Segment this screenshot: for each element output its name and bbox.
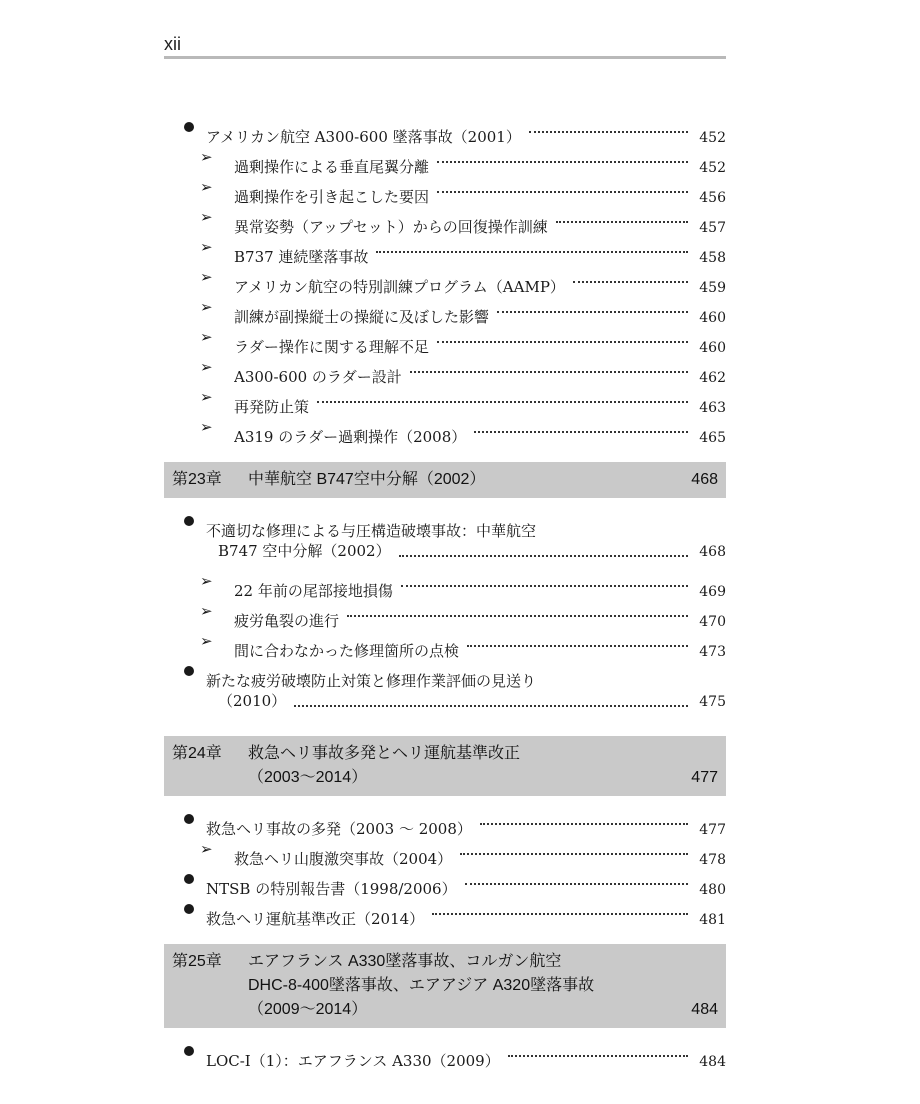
dot-leader xyxy=(573,281,688,283)
dot-leader xyxy=(294,705,688,707)
toc-entry-text: 過剰操作による垂直尾翼分離 xyxy=(234,158,430,176)
dot-leader xyxy=(401,585,688,587)
arrow-bullet-icon: ➢ xyxy=(200,328,213,346)
toc-entry[interactable] xyxy=(164,506,726,540)
toc-page-number: 477 xyxy=(699,822,726,838)
dot-leader xyxy=(508,1055,688,1057)
toc-page-number: 475 xyxy=(699,694,726,710)
chapter-number: 第23章 xyxy=(172,471,222,488)
toc-page-number: 478 xyxy=(699,852,726,868)
bullet-dot xyxy=(164,894,206,924)
toc-entry-text: 救急ヘリ運航基準改正（2014） xyxy=(206,910,425,928)
toc-page-number: 470 xyxy=(699,614,726,630)
chapter-page-number: 484 xyxy=(691,1001,718,1018)
arrow-bullet-icon: ➢ xyxy=(200,602,213,620)
toc-subentry[interactable] xyxy=(164,566,726,600)
toc-page-number: 480 xyxy=(699,882,726,898)
bullet-dot xyxy=(164,112,206,142)
toc-page-number: 484 xyxy=(699,1054,726,1070)
toc-entry-text: （2010） xyxy=(218,692,287,710)
dot-leader xyxy=(556,221,688,223)
chapter-page-number: 468 xyxy=(691,471,718,488)
chapter-title: エアフランス A330墜落事故、コルガン航空 xyxy=(248,953,562,970)
dot-leader xyxy=(376,251,688,253)
arrow-bullet-icon: ➢ xyxy=(200,148,213,166)
chapter-title-line2: DHC-8-400墜落事故、エアアジア A320墜落事故 xyxy=(248,977,595,994)
toc-entry-text: 疲労亀裂の進行 xyxy=(234,612,340,630)
arrow-bullet-icon: ➢ xyxy=(200,632,213,650)
dot-leader xyxy=(317,401,688,403)
chapter-heading-25[interactable] xyxy=(164,944,726,1028)
dot-leader xyxy=(437,341,688,343)
toc-page-number: 457 xyxy=(699,220,726,236)
toc-content xyxy=(164,112,726,1070)
toc-entry-text: 再発防止策 xyxy=(234,398,310,416)
dot-leader xyxy=(432,913,688,915)
toc-entry[interactable] xyxy=(164,804,726,838)
toc-entry[interactable] xyxy=(164,1036,726,1070)
toc-entry-text: B737 連続墜落事故 xyxy=(234,248,369,266)
chapter-title: 中華航空 B747空中分解（2002） xyxy=(248,471,486,488)
bullet-dot xyxy=(164,1036,206,1066)
dot-leader xyxy=(474,431,688,433)
header-rule xyxy=(164,56,726,59)
dot-leader xyxy=(347,615,688,617)
toc-entry[interactable] xyxy=(164,112,726,146)
arrow-bullet-icon: ➢ xyxy=(200,298,213,316)
arrow-bullet-icon: ➢ xyxy=(200,358,213,376)
arrow-bullet-icon: ➢ xyxy=(200,572,213,590)
arrow-bullet-icon: ➢ xyxy=(200,208,213,226)
toc-page-number: 452 xyxy=(699,130,726,146)
toc-entry-text: 過剰操作を引き起こした要因 xyxy=(234,188,430,206)
bullet-dot xyxy=(164,804,206,834)
arrow-bullet-icon: ➢ xyxy=(200,238,213,256)
toc-entry-text: 新たな疲労破壊防止対策と修理作業評価の見送り xyxy=(206,672,537,690)
chapter-title-line3: （2009～2014） xyxy=(248,1001,368,1018)
bullet-dot xyxy=(164,506,206,536)
chapter-title-line2: （2003～2014） xyxy=(248,769,368,786)
dot-leader xyxy=(410,371,688,373)
toc-entry-text: NTSB の特別報告書（1998/2006） xyxy=(206,880,457,898)
dot-leader xyxy=(497,311,688,313)
dot-leader xyxy=(437,191,688,193)
toc-entry-text: 訓練が副操縦士の操縦に及ぼした影響 xyxy=(234,308,490,326)
toc-page-number: 452 xyxy=(699,160,726,176)
dot-leader xyxy=(465,883,688,885)
toc-entry-text: ラダー操作に関する理解不足 xyxy=(234,338,429,356)
toc-entry-text: 不適切な修理による与圧構造破壊事故：中華航空 xyxy=(206,522,537,540)
toc-page-number: 460 xyxy=(699,310,726,326)
dot-leader xyxy=(480,823,688,825)
chapter-heading-23[interactable] xyxy=(164,462,726,498)
toc-entry-text: A319 のラダー過剰操作（2008） xyxy=(234,428,467,446)
toc-entry-text: 異常姿勢（アップセット）からの回復操作訓練 xyxy=(234,218,548,236)
dot-leader xyxy=(529,131,688,133)
arrow-bullet-icon: ➢ xyxy=(200,268,213,286)
toc-entry-text: 救急ヘリ事故の多発（2003 ～ 2008） xyxy=(206,820,472,838)
toc-page-number: 459 xyxy=(699,280,726,296)
chapter-heading-24[interactable] xyxy=(164,736,726,796)
chapter-title: 救急ヘリ事故多発とヘリ運航基準改正 xyxy=(248,745,521,762)
toc-entry-text: アメリカン航空の特別訓練プログラム（AAMP） xyxy=(234,278,565,296)
toc-entry-text: アメリカン航空 A300-600 墜落事故（2001） xyxy=(206,128,521,146)
page-number-roman: xii xyxy=(164,34,181,54)
dot-leader xyxy=(399,555,688,557)
toc-page-number: 473 xyxy=(699,644,726,660)
toc-entry-text: 間に合わなかった修理箇所の点検 xyxy=(234,642,460,660)
bullet-dot xyxy=(164,656,206,686)
arrow-bullet-icon: ➢ xyxy=(200,178,213,196)
dot-leader xyxy=(437,161,688,163)
toc-page-number: 458 xyxy=(699,250,726,266)
arrow-bullet-icon: ➢ xyxy=(200,840,213,858)
bullet-dot xyxy=(164,864,206,894)
toc-page-number: 481 xyxy=(699,912,726,928)
toc-page-number: 460 xyxy=(699,340,726,356)
toc-page-number: 469 xyxy=(699,584,726,600)
toc-page-number: 465 xyxy=(699,430,726,446)
toc-entry-text: A300-600 のラダー設計 xyxy=(234,368,402,386)
toc-entry-text: LOC-I（1）：エアフランス A330（2009） xyxy=(206,1052,500,1070)
dot-leader xyxy=(467,645,688,647)
chapter-number: 第25章 xyxy=(172,953,222,970)
arrow-bullet-icon: ➢ xyxy=(200,388,213,406)
toc-entry-text: 22 年前の尾部接地損傷 xyxy=(234,582,393,600)
toc-page-number: 463 xyxy=(699,400,726,416)
toc-entry-text: B747 空中分解（2002） xyxy=(218,542,391,560)
dot-leader xyxy=(460,853,688,855)
toc-page-number: 468 xyxy=(699,544,726,560)
toc-entry-text: 救急ヘリ山腹激突事故（2004） xyxy=(234,850,453,868)
toc-page-number: 456 xyxy=(699,190,726,206)
chapter-number: 第24章 xyxy=(172,745,222,762)
arrow-bullet-icon: ➢ xyxy=(200,418,213,436)
chapter-page-number: 477 xyxy=(691,769,718,786)
toc-page-number: 462 xyxy=(699,370,726,386)
